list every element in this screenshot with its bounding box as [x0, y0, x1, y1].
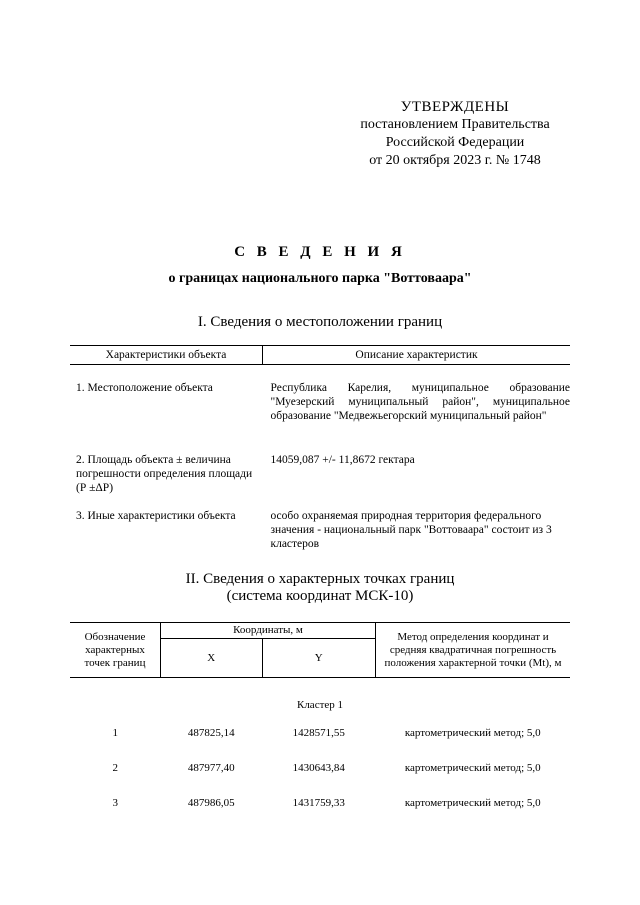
column-header: Метод определения координат и средняя квадратичная погрешность положения характерной точки (Mt), м [376, 623, 571, 678]
point-number: 3 [112, 797, 118, 809]
table-row [70, 495, 570, 551]
table-row [70, 786, 570, 821]
point-method: картометрический метод; 5,0 [404, 797, 541, 809]
location-table [70, 345, 570, 551]
column-header-x: X [161, 639, 263, 678]
row-value: Республика Карелия, муниципальное образование "Муезерский муниципальный район", муниципальное образование "Медвежьегорский муниципальный район" [270, 382, 570, 422]
row-label: 3. Иные характеристики объекта [76, 510, 236, 522]
point-x: 487825,14 [187, 727, 235, 739]
approval-line: Российской Федерации [385, 135, 525, 150]
approval-date: от 20 октября 2023 г. № 1748 [369, 153, 541, 168]
row-label: 2. Площадь объекта ± величина погрешности определения площади (Р ±ΔР) [76, 454, 253, 494]
point-method: картометрический метод; 5,0 [404, 727, 541, 739]
approval-title: УТВЕРЖДЕНЫ [400, 99, 510, 115]
column-header-y: Y [262, 639, 375, 678]
approval-line: постановлением Правительства [360, 117, 550, 132]
row-value: 14059,087 +/- 11,8672 гектара [270, 454, 415, 466]
table-row [70, 716, 570, 751]
section2-title-line: (система координат МСК-10) [226, 588, 414, 604]
table-row [70, 365, 570, 434]
coordinates-table [70, 622, 570, 821]
point-y: 1428571,55 [292, 727, 345, 739]
section2-title [0, 571, 640, 605]
column-header: Обозначение характерных точек границ [70, 623, 161, 678]
approval-block [350, 98, 560, 170]
point-x: 487977,40 [187, 762, 235, 774]
column-header: Описание характеристик [263, 346, 571, 365]
row-label: 1. Местоположение объекта [76, 382, 213, 394]
point-number: 2 [112, 762, 118, 774]
section2-title-line: II. Сведения о характерных точках границ [185, 571, 455, 587]
point-x: 487986,05 [187, 797, 235, 809]
document-subtitle: о границах национального парка "Воттоваара" [168, 271, 472, 286]
table-row [70, 751, 570, 786]
point-y: 1431759,33 [292, 797, 345, 809]
table-row [70, 433, 570, 495]
point-method: картометрический метод; 5,0 [404, 762, 541, 774]
column-header: Характеристики объекта [70, 346, 263, 365]
column-header: Координаты, м [161, 623, 376, 639]
section1-title: I. Сведения о местоположении границ [197, 314, 443, 330]
cluster-label: Кластер 1 [296, 698, 344, 711]
point-y: 1430643,84 [292, 762, 345, 774]
point-number: 1 [112, 727, 118, 739]
document-title: С В Е Д Е Н И Я [234, 244, 406, 260]
row-value: особо охраняемая природная территория федерального значения - национальный парк "Воттоваара" состоит из 3 кластеров [270, 510, 552, 550]
